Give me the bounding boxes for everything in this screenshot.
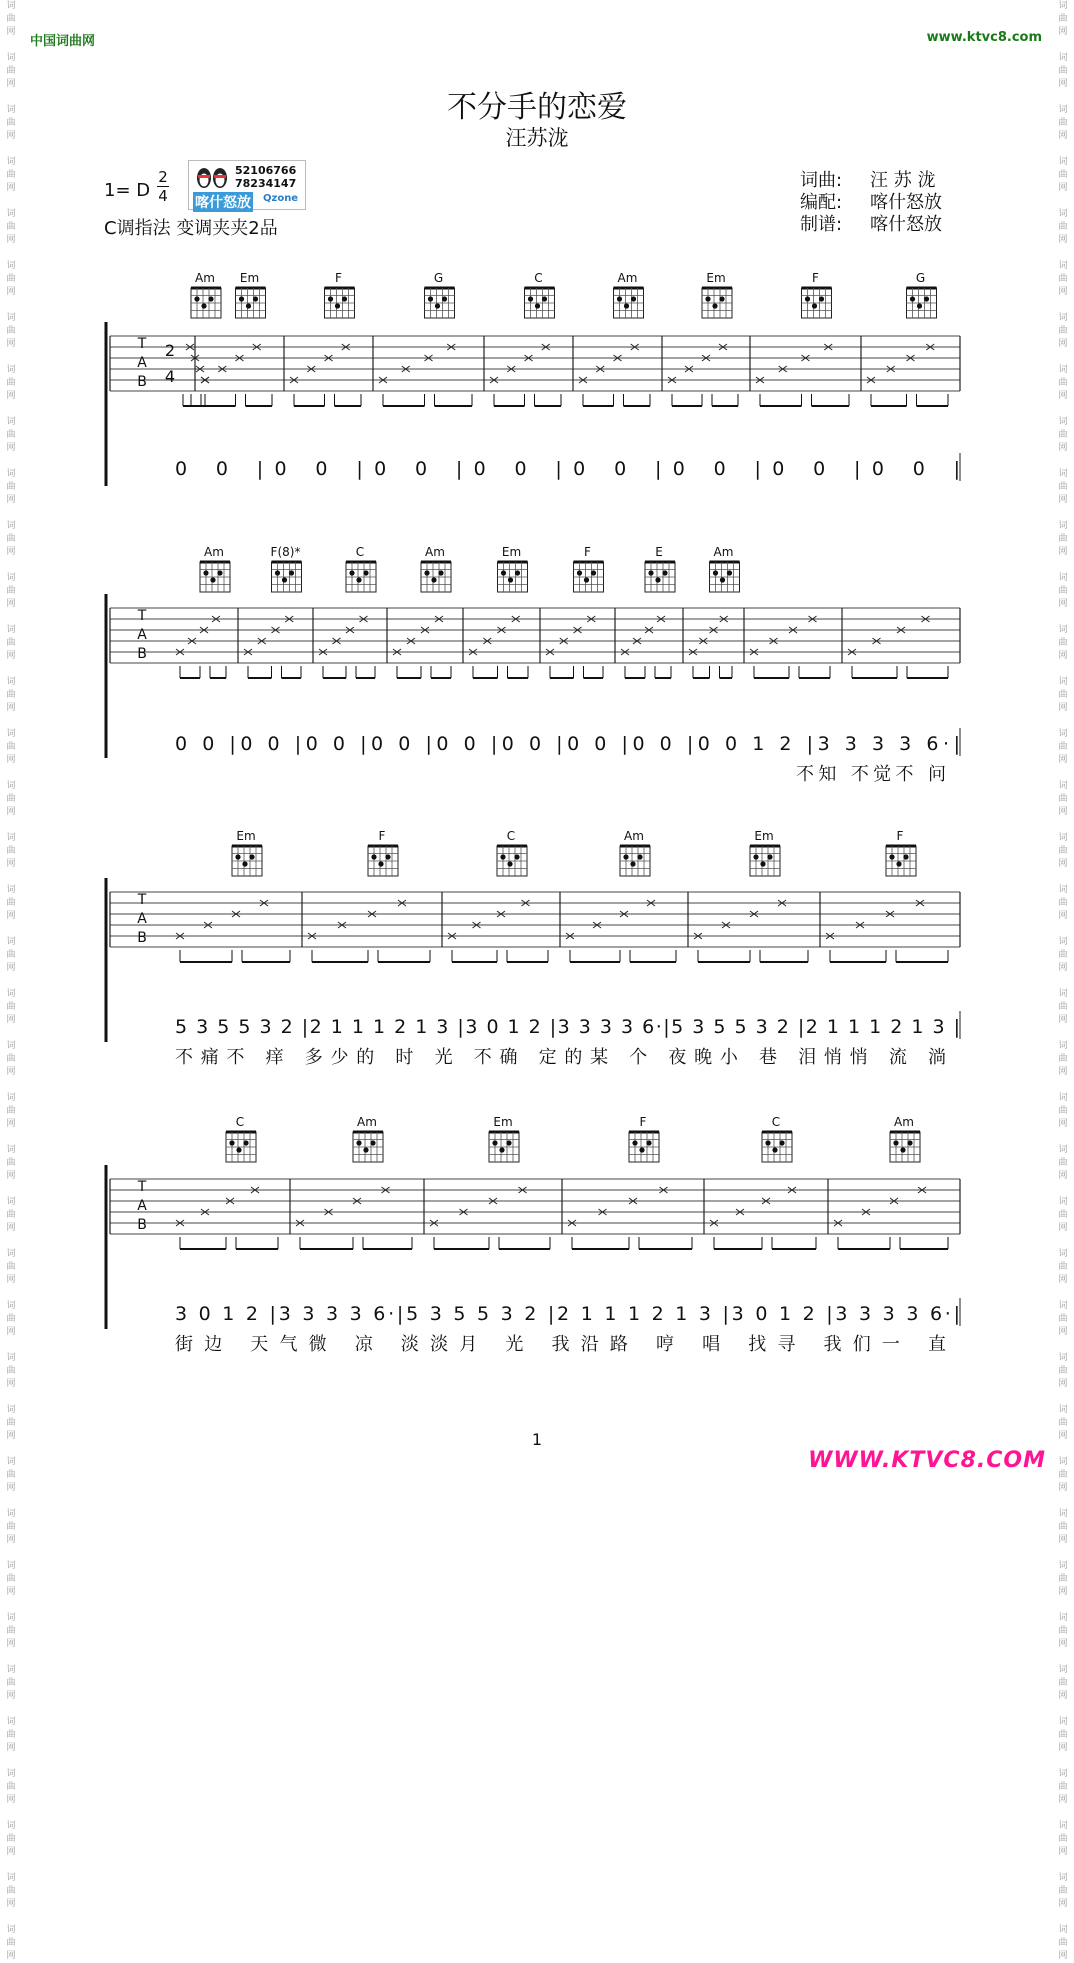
tab-time-bottom: 4 <box>164 367 176 386</box>
chord-dot <box>210 577 215 582</box>
chord-dot <box>249 854 254 859</box>
chord-dot <box>275 570 280 575</box>
chord-name: F <box>378 829 386 843</box>
chord-dot <box>243 1140 248 1145</box>
chord-dot <box>335 303 340 308</box>
chord-dot <box>648 570 653 575</box>
chord-name: C <box>534 271 543 285</box>
chord-dot <box>720 577 725 582</box>
chord-dot <box>514 854 519 859</box>
chord-dot <box>900 1147 905 1152</box>
chord-dot <box>617 296 622 301</box>
chord-name: G <box>915 271 926 285</box>
chord-dot <box>917 303 922 308</box>
numbered-notation: 0 0 |0 0 |0 0 |0 0 |0 0 |0 0 |0 0 |0 0 | <box>175 458 960 480</box>
chord-dot <box>779 1140 784 1145</box>
chord-dot <box>893 1140 898 1145</box>
site-name-left[interactable]: 中国词曲网 <box>30 34 96 49</box>
chord-dot <box>253 296 258 301</box>
chord-dot <box>438 570 443 575</box>
chord-dot <box>630 861 635 866</box>
chord-name: C <box>355 545 365 559</box>
tab-letter-a: A <box>137 627 147 643</box>
chord-dot <box>631 296 636 301</box>
chord-name: F(8)* <box>270 545 301 559</box>
chord-dot <box>424 570 429 575</box>
chord-dot <box>349 570 354 575</box>
chord-dot <box>203 570 208 575</box>
key-signature: 1= D <box>104 180 151 201</box>
chord-dot <box>727 570 732 575</box>
capo-method: C调指法 变调夹夹2品 <box>104 218 278 239</box>
chord-name: Am <box>204 545 224 559</box>
lyrics-line: 街边 天气微 凉 淡淡月 光 我沿路 哼 唱 找寻 我们一 直 <box>175 1334 946 1355</box>
chord-dot <box>889 854 894 859</box>
chord-dot <box>896 861 901 866</box>
credit-value: 喀什怒放 <box>870 192 942 213</box>
side-watermark-left: 词 曲 网 词 曲 网 词 曲 网 词 曲 网 词 曲 网 词 曲 网 词 曲 网 词 曲 网 词 曲 网 词 曲 网 词 曲 网 词 曲 网 词 曲 网 词 曲 网 词 曲 网 词 曲 网 词 曲 网 词 曲 网 词 曲 网 词 曲 网 词 曲 网 词 曲 网 词 曲 网 词 曲 网 词 曲 网 词 曲 网 词 曲 网 词 曲 网 词 曲 网 词 曲 网 词 曲 网 词 曲 网 词 曲 网 词 曲 网 词 曲 网 词 曲 网 词 曲 网 词 曲 网 <box>6 1 16 1961</box>
tab-letter-t: T <box>137 608 147 624</box>
chord-dot <box>507 861 512 866</box>
chord-dot <box>363 570 368 575</box>
credit-label: 编配: <box>800 192 843 213</box>
chord-dot <box>289 570 294 575</box>
chord-dot <box>535 303 540 308</box>
chord-dot <box>623 854 628 859</box>
chord-dot <box>515 570 520 575</box>
chord-dot <box>624 303 629 308</box>
chord-dot <box>194 296 199 301</box>
chord-dot <box>242 861 247 866</box>
chord-name: F <box>335 271 342 285</box>
chord-dot <box>356 1140 361 1145</box>
chord-name: Am <box>195 271 215 285</box>
chord-dot <box>499 1147 504 1152</box>
numbered-notation: 0 0 |0 0 |0 0 |0 0 |0 0 |0 0 |0 0 |0 0 |0 0 1 2 |3 3 3 3 6·| <box>175 733 961 755</box>
chord-name: Am <box>617 271 638 285</box>
badge-name: 喀什怒放 <box>193 192 253 212</box>
chord-dot <box>501 570 506 575</box>
lyrics-line: 不痛不 痒 多少的 时 光 不确 定的某 个 夜晚小 巷 泪悄悄 流 淌 <box>175 1047 946 1068</box>
chord-name: Am <box>357 1115 377 1129</box>
chord-dot <box>201 303 206 308</box>
chord-dot <box>632 1140 637 1145</box>
tab-letter-t: T <box>137 1179 147 1195</box>
chord-dot <box>812 303 817 308</box>
chord-dot <box>577 570 582 575</box>
chord-dot <box>662 570 667 575</box>
tab-letter-t: T <box>137 336 147 352</box>
chord-dot <box>500 854 505 859</box>
credit-label: 制谱: <box>800 214 843 235</box>
chord-dot <box>637 854 642 859</box>
chord-name: Em <box>239 271 260 285</box>
chord-dot <box>428 296 433 301</box>
tab-letter-b: B <box>137 374 147 390</box>
chord-name: C <box>235 1115 245 1129</box>
lyrics-line: 不知 不觉不 问 <box>796 764 946 785</box>
chord-dot <box>772 1147 777 1152</box>
site-url-right[interactable]: www.ktvc8.com <box>926 30 1042 45</box>
chord-dot <box>753 854 758 859</box>
chord-name: Am <box>624 829 644 843</box>
chord-dot <box>217 570 222 575</box>
chord-dot <box>492 1140 497 1145</box>
chord-dot <box>371 854 376 859</box>
chord-dot <box>639 1147 644 1152</box>
chord-name: Am <box>894 1115 914 1129</box>
chord-dot <box>805 296 810 301</box>
chord-dot <box>235 854 240 859</box>
chord-name: Em <box>706 271 726 285</box>
chord-dot <box>442 296 447 301</box>
page-number: 1 <box>531 1430 543 1449</box>
tab-letter-b: B <box>137 930 147 946</box>
tab-letter-b: B <box>137 1217 147 1233</box>
chord-dot <box>435 303 440 308</box>
chord-dot <box>378 861 383 866</box>
chord-dot <box>506 1140 511 1145</box>
chord-dot <box>903 854 908 859</box>
chord-name: Em <box>754 829 774 843</box>
qzone-label: Qzone <box>263 193 299 204</box>
qq-numbers: 52106766 78234147 <box>235 164 297 190</box>
chord-dot <box>370 1140 375 1145</box>
chord-dot <box>528 296 533 301</box>
chord-dot <box>910 296 915 301</box>
chord-name: Em <box>236 829 256 843</box>
chord-name: F <box>584 545 591 559</box>
numbered-notation: 5 3 5 5 3 2 |2 1 1 1 2 1 3 |3 0 1 2 |3 3 3 3 6·|5 3 5 5 3 2 |2 1 1 1 2 1 3 | <box>175 1016 960 1038</box>
chord-name: G <box>433 271 444 285</box>
chord-dot <box>646 1140 651 1145</box>
chord-name: F <box>896 829 904 843</box>
song-title: 不分手的恋爱 <box>447 90 627 125</box>
chord-dot <box>236 1147 241 1152</box>
chord-dot <box>765 1140 770 1145</box>
chord-dot <box>591 570 596 575</box>
chord-dot <box>208 296 213 301</box>
chord-name: C <box>771 1115 781 1129</box>
chord-dot <box>239 296 244 301</box>
chord-dot <box>542 296 547 301</box>
chord-dot <box>713 570 718 575</box>
chord-dot <box>363 1147 368 1152</box>
chord-dot <box>924 296 929 301</box>
chord-dot <box>819 296 824 301</box>
chord-dot <box>282 577 287 582</box>
chord-name: F <box>639 1115 647 1129</box>
chord-dot <box>328 296 333 301</box>
song-artist: 汪苏泷 <box>505 126 569 150</box>
tab-letter-a: A <box>137 1198 147 1214</box>
time-signature: 2 4 <box>158 168 168 205</box>
chord-name: E <box>655 545 663 559</box>
chord-dot <box>767 854 772 859</box>
chord-name: C <box>506 829 516 843</box>
chord-name: Em <box>493 1115 513 1129</box>
chord-dot <box>342 296 347 301</box>
chord-dot <box>508 577 513 582</box>
chord-dot <box>584 577 589 582</box>
chord-name: Em <box>501 545 522 559</box>
side-watermark-right: 词 曲 网 词 曲 网 词 曲 网 词 曲 网 词 曲 网 词 曲 网 词 曲 网 词 曲 网 词 曲 网 词 曲 网 词 曲 网 词 曲 网 词 曲 网 词 曲 网 词 曲 网 词 曲 网 词 曲 网 词 曲 网 词 曲 网 词 曲 网 词 曲 网 词 曲 网 词 曲 网 词 曲 网 词 曲 网 词 曲 网 词 曲 网 词 曲 网 词 曲 网 词 曲 网 词 曲 网 词 曲 网 词 曲 网 词 曲 网 词 曲 网 词 曲 网 词 曲 网 词 曲 网 <box>1058 1 1068 1961</box>
chord-dot <box>356 577 361 582</box>
tab-letter-b: B <box>137 646 147 662</box>
tab-letter-a: A <box>137 355 147 371</box>
numbered-notation: 3 0 1 2 |3 3 3 3 6·|5 3 5 5 3 2 |2 1 1 1 2 1 3 |3 0 1 2 |3 3 3 3 6·| <box>175 1303 960 1325</box>
chord-dot <box>760 861 765 866</box>
chord-name: F <box>812 271 819 285</box>
credit-label: 词曲: <box>800 170 843 191</box>
chord-dot <box>229 1140 234 1145</box>
chord-dot <box>719 296 724 301</box>
chord-dot <box>907 1140 912 1145</box>
tab-letter-a: A <box>137 911 147 927</box>
credit-value: 喀什怒放 <box>870 214 942 235</box>
chord-name: Am <box>713 545 734 559</box>
credit-value: 汪 苏 泷 <box>870 170 936 191</box>
chord-dot <box>246 303 251 308</box>
chord-dot <box>712 303 717 308</box>
chord-dot <box>431 577 436 582</box>
chord-dot <box>385 854 390 859</box>
chord-name: Am <box>425 545 445 559</box>
chord-dot <box>655 577 660 582</box>
chord-dot <box>705 296 710 301</box>
footer-logo[interactable]: WWW.KTVC8.COM <box>808 1448 1046 1473</box>
tab-time-top: 2 <box>164 341 176 360</box>
tab-letter-t: T <box>137 892 147 908</box>
